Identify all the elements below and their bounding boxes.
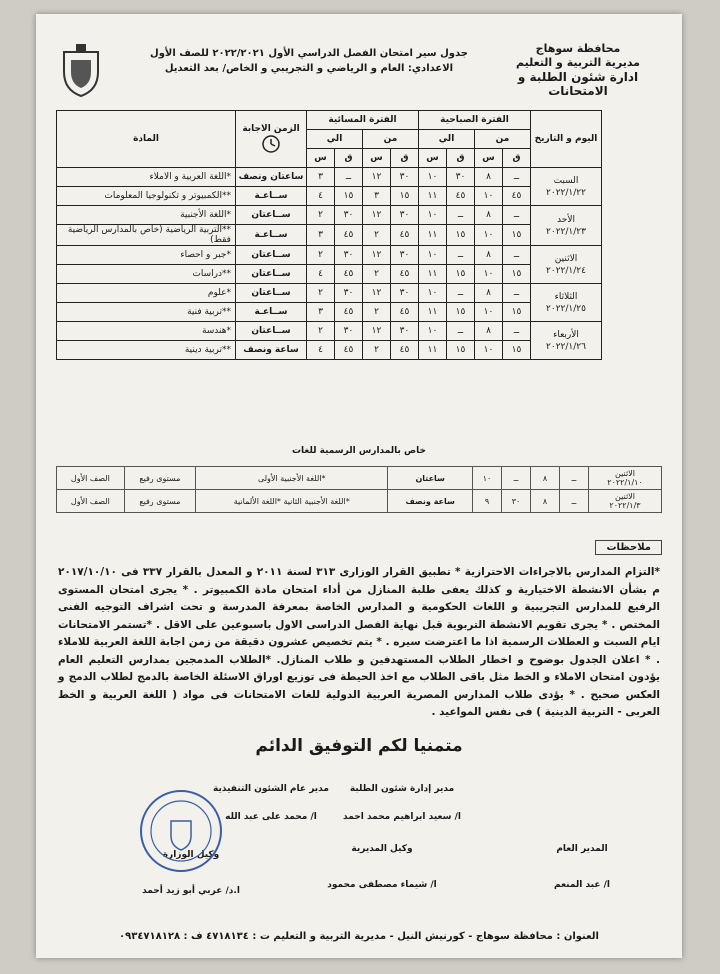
evening-time-cell: ٤٥ [335,265,363,284]
evening-time-cell: ٣ [307,225,335,246]
gov-line3: ادارة شئون الطلبة و الامتحانات [517,70,639,98]
morning-time-cell: ٨ [475,168,503,187]
table-row [57,303,602,322]
unit-hour: س [363,149,391,168]
morning-time-cell: ١٠ [475,303,503,322]
day-name: الأربعاء [553,329,579,340]
table-row [57,246,602,265]
duration-cell: ساعة ونصف [236,341,307,360]
morning-time-cell: ١١ [419,187,447,206]
header [50,42,668,104]
morning-time-cell: ١١ [419,303,447,322]
col-morning: الفترة الصباحية [419,111,531,130]
morning-time-cell: ــ [447,322,475,341]
evening-time-cell: ٣٠ [391,206,419,225]
morning-time-cell: ١١ [419,341,447,360]
remarks-text: *التزام المدارس بالاجراءات الاحترازية * تطبيق القرار الوزارى ٣١٣ لسنة ٢٠١١ و المعدل بالقرار ٣٣٧ فى ٢٠١٧/١٠/١٠ م بشأن الانشطة الاختيارية و كذلك يعفى طلبة المنازل من أداء امتحان مادة الكمبيوتر . * يجرى امتحان المستوى الرفيع للمدارس التجريبية و اللغات الحكومية و المدارس الخاصة بمعرفة المدرسة و تحت اشراف التوجيه الفنى المختص . * يجرى تقويم الانشطة التربوية قبل نهاية الفصل الدراسى الاول باسبوعين على الاقل . *تستمر الامتحانات ايام السبت و العطلات الرسمية اذا ما اعترضت سيره . * يتم تخصيص عشرون دقيقة من زمن اجابة اللغة العربية للاملاء . * اعلان الجدول بوضوح و اخطار الطلاب المستهدفين و طلاب المنازل. *الطلاب المدمجين بمدارس التعليم العام يؤدون امتحان الاملاء و الخط مثل باقى الطلاب مع اخذ الحيطة فى توزيع اوراق الاسئلة الخاصة بالدمج لطلاب الدمج و العكس صحيح . * يؤدى طلاب المدارس المصرية العربية الدولية للغات الامتحانات فى مواد ( اللغة العربية و الخط العربى - التربية الدينية ) فى نفس المواعيد . [58,566,660,718]
col-evening: الفترة المسائية [307,111,419,130]
evening-time-cell: ٣٠ [335,322,363,341]
sig-title: وكيل المديرية [351,844,413,854]
unit-hour: س [307,149,335,168]
table-header-row [57,111,602,130]
lang-table-row [57,467,662,490]
lang-day: الاثنين [615,469,635,478]
day-date: ٢٠٢٢/١/٢٤ [546,265,586,276]
evening-time-cell: ٢ [307,284,335,303]
morning-time-cell: ٤٥ [503,187,531,206]
evening-time-cell: ــ [335,168,363,187]
subject-cell: **تربية دينية [57,341,236,360]
evening-time-cell: ٤٥ [391,225,419,246]
morning-time-cell: ــ [503,284,531,303]
evening-time-cell: ٢ [307,206,335,225]
morning-time-cell: ١٠ [475,265,503,284]
morning-time-cell: ١٥ [447,265,475,284]
duration-cell: ســاعتان [236,322,307,341]
evening-time-cell: ٣٠ [391,168,419,187]
evening-time-cell: ٢ [363,265,391,284]
col-day-date: اليوم و التاريخ [531,111,602,168]
lang-date: ٢٠٢٢/١/٣ [609,501,641,510]
day-name: السبت [553,175,579,186]
lang-day: الاثنين [615,492,635,501]
morning-time-cell: ١٠ [419,168,447,187]
evening-time-cell: ٤٥ [335,225,363,246]
evening-time-cell: ٢ [307,322,335,341]
lang-time-cell: ــ [560,490,589,513]
sig-title: مدير عام الشئون التنفيذية [213,784,329,794]
morning-time-cell: ــ [503,168,531,187]
unit-hour: س [475,149,503,168]
subject-cell: **التربية الرياضية (خاص بالمدارس الرياضية فقط) [57,225,236,246]
evening-time-cell: ٢ [307,246,335,265]
morning-time-cell: ــ [503,206,531,225]
evening-time-cell: ٤ [307,265,335,284]
morning-to: الي [419,130,475,149]
morning-time-cell: ١٥ [447,303,475,322]
table-row [57,284,602,303]
duration-cell: ســاعتان [236,284,307,303]
footer-address: العنوان : محافظة سوهاج - كورنيش النيل - مديرية التربية و التعليم ت : ٤٧١٨١٣٤ ف : ٠٩٣٤٧١٨١٢٨ [119,931,599,942]
morning-time-cell: ــ [503,322,531,341]
title-line1: جدول سير امتحان الفصل الدراسي الأول ٢٠٢٢/٢٠٢١ للصف الأول [150,48,468,59]
duration-cell: ســاعتان [236,206,307,225]
unit-min: ق [447,149,475,168]
evening-time-cell: ٤٥ [335,341,363,360]
evening-from: من [363,130,419,149]
col-subject: المادة [57,111,236,168]
subject-cell: *اللغة العربية و الاملاء [57,168,236,187]
lang-time-cell: ٨ [531,490,560,513]
morning-time-cell: ٨ [475,206,503,225]
subject-cell: **الكمبيوتر و تكنولوجيا المعلومات [57,187,236,206]
remarks-title: ملاحظات [595,540,662,555]
duration-cell: ساعتان ونصف [236,168,307,187]
evening-time-cell: ٣ [363,187,391,206]
day-date-cell [531,168,602,206]
lang-time-cell: ــ [560,467,589,490]
morning-time-cell: ٤٥ [447,187,475,206]
sig-name: ا/ عبد المنعم [554,880,610,890]
subject-cell: *اللغة الأجنبية [57,206,236,225]
lang-dur-cell: ساعتان [388,467,473,490]
evening-time-cell: ٤٥ [391,265,419,284]
day-date-cell [531,206,602,246]
document-page [36,14,682,958]
morning-time-cell: ــ [447,206,475,225]
evening-time-cell: ٣ [307,303,335,322]
evening-time-cell: ١٢ [363,284,391,303]
morning-time-cell: ١١ [419,265,447,284]
evening-time-cell: ٢ [363,225,391,246]
signature-general-director [502,844,662,890]
subject-cell: *علوم [57,284,236,303]
official-seal-icon [136,786,226,876]
lang-day-cell [589,490,662,513]
day-name: الثلاثاء [554,291,578,302]
evening-time-cell: ٣٠ [391,284,419,303]
schedule-body [57,168,602,360]
evening-time-cell: ١٢ [363,206,391,225]
morning-time-cell: ١٠ [419,206,447,225]
evening-time-cell: ٣٠ [335,206,363,225]
lang-level-cell: مستوى رفيع [124,490,195,513]
duration-cell: ســاعتان [236,265,307,284]
evening-time-cell: ٣٠ [335,246,363,265]
duration-cell: ســاعـة [236,187,307,206]
day-date: ٢٠٢٢/١/٢٥ [546,303,586,314]
morning-time-cell: ١٠ [419,322,447,341]
gov-line2: مديرية التربية و التعليم [516,56,640,69]
day-date: ٢٠٢٢/١/٢٢ [546,187,586,198]
duration-cell: ســاعـة [236,225,307,246]
lang-dur-cell: ساعة ونصف [388,490,473,513]
evening-time-cell: ٢ [363,341,391,360]
day-date-cell [531,322,602,360]
evening-time-cell: ٣٠ [335,284,363,303]
morning-time-cell: ٣٠ [447,168,475,187]
day-date: ٢٠٢٢/١/٢٣ [546,226,586,237]
table-row [57,322,602,341]
morning-time-cell: ١٥ [503,341,531,360]
unit-min: ق [503,149,531,168]
table-row [57,265,602,284]
ministry-logo-icon [56,42,106,98]
evening-time-cell: ١٥ [335,187,363,206]
sig-name: ا/ شيماء مصطفى محمود [327,880,437,890]
closing-line: متمنيا لكم التوفيق الدائم [255,736,463,756]
morning-time-cell: ــ [447,284,475,303]
lang-time-cell: ٨ [531,467,560,490]
evening-time-cell: ١٥ [391,187,419,206]
evening-time-cell: ٤ [307,341,335,360]
table-row [57,168,602,187]
unit-min: ق [391,149,419,168]
language-schools-table [56,466,662,513]
evening-time-cell: ١٢ [363,168,391,187]
evening-time-cell: ١٢ [363,322,391,341]
table-row [57,225,602,246]
morning-time-cell: ١٥ [503,265,531,284]
morning-time-cell: ــ [503,246,531,265]
unit-hour: س [419,149,447,168]
morning-time-cell: ١٠ [475,341,503,360]
evening-time-cell: ٤٥ [391,303,419,322]
subject-cell: *جبر و احصاء [57,246,236,265]
duration-cell: ســاعـة [236,303,307,322]
evening-time-cell: ٤٥ [391,341,419,360]
evening-time-cell: ٢ [363,303,391,322]
morning-time-cell: ١٥ [447,225,475,246]
evening-time-cell: ٣٠ [391,246,419,265]
subject-cell: **دراسات [57,265,236,284]
lang-subject-cell: *اللغة الأجنبية الأولى [196,467,388,490]
document-title [130,46,488,76]
lang-time-cell: ٣٠ [502,490,531,513]
lang-subject-cell: *اللغة الأجنبية الثانية *اللغة الألمانية [196,490,388,513]
table-row [57,341,602,360]
morning-time-cell: ١١ [419,225,447,246]
morning-time-cell: ٨ [475,246,503,265]
lang-date: ٢٠٢٢/١/١٠ [607,478,643,487]
morning-time-cell: ١٥ [503,225,531,246]
sig-title: المدير العام [556,844,608,854]
lang-time-cell: ــ [502,467,531,490]
duration-cell: ســاعتان [236,246,307,265]
morning-time-cell: ١٥ [447,341,475,360]
day-name: الأحد [557,214,575,225]
day-name: الاثنين [554,253,578,264]
gov-line1: محافظة سوهاج [535,42,621,55]
signature-deputy-directorate [302,844,462,890]
morning-time-cell: ١٠ [475,225,503,246]
sig-title: مدير إدارة شئون الطلبة [349,784,455,794]
morning-time-cell: ١٠ [419,284,447,303]
exam-schedule-table [56,110,602,360]
duration-label: الزمن الاجابة [242,124,300,134]
morning-time-cell: ٨ [475,322,503,341]
col-duration [236,111,307,168]
lang-time-cell: ١٠ [473,467,502,490]
table-row [57,187,602,206]
evening-time-cell: ١٢ [363,246,391,265]
day-date-cell [531,284,602,322]
evening-time-cell: ٤ [307,187,335,206]
evening-time-cell: ٤٥ [335,303,363,322]
table-row [57,206,602,225]
governorate-block [498,42,658,98]
evening-time-cell: ٣ [307,168,335,187]
clock-icon [261,134,281,154]
morning-time-cell: ١٥ [503,303,531,322]
lang-grade-cell: الصف الأول [57,467,125,490]
morning-time-cell: ــ [447,246,475,265]
morning-time-cell: ١٠ [475,187,503,206]
evening-to: الي [307,130,363,149]
morning-time-cell: ١٠ [419,246,447,265]
evening-time-cell: ٣٠ [391,322,419,341]
morning-time-cell: ٨ [475,284,503,303]
lang-body [57,467,662,513]
subject-cell: **تربية فنية [57,303,236,322]
title-line2: الاعدادي: العام و الرياضي و التجريبي و الخاص/ بعد التعديل [164,63,454,74]
subject-cell: *هندسة [57,322,236,341]
sig-name: ا/ محمد على عبد الله [225,812,317,822]
lang-grade-cell: الصف الأول [57,490,125,513]
lang-level-cell: مستوى رفيع [124,467,195,490]
lang-table-row [57,490,662,513]
sig-title: وكيل الوزارة [162,850,220,860]
morning-from: من [475,130,531,149]
lang-time-cell: ٩ [473,490,502,513]
day-date: ٢٠٢٢/١/٢٦ [546,341,586,352]
sig-name: ا.د/ عربي أبو زيد أحمد [142,886,240,896]
day-date-cell [531,246,602,284]
lang-day-cell [589,467,662,490]
sig-name: ا/ سعيد ابراهيم محمد احمد [343,812,461,822]
unit-min: ق [335,149,363,168]
lang-schools-note: خاص بالمدارس الرسمية للغات [291,446,427,456]
